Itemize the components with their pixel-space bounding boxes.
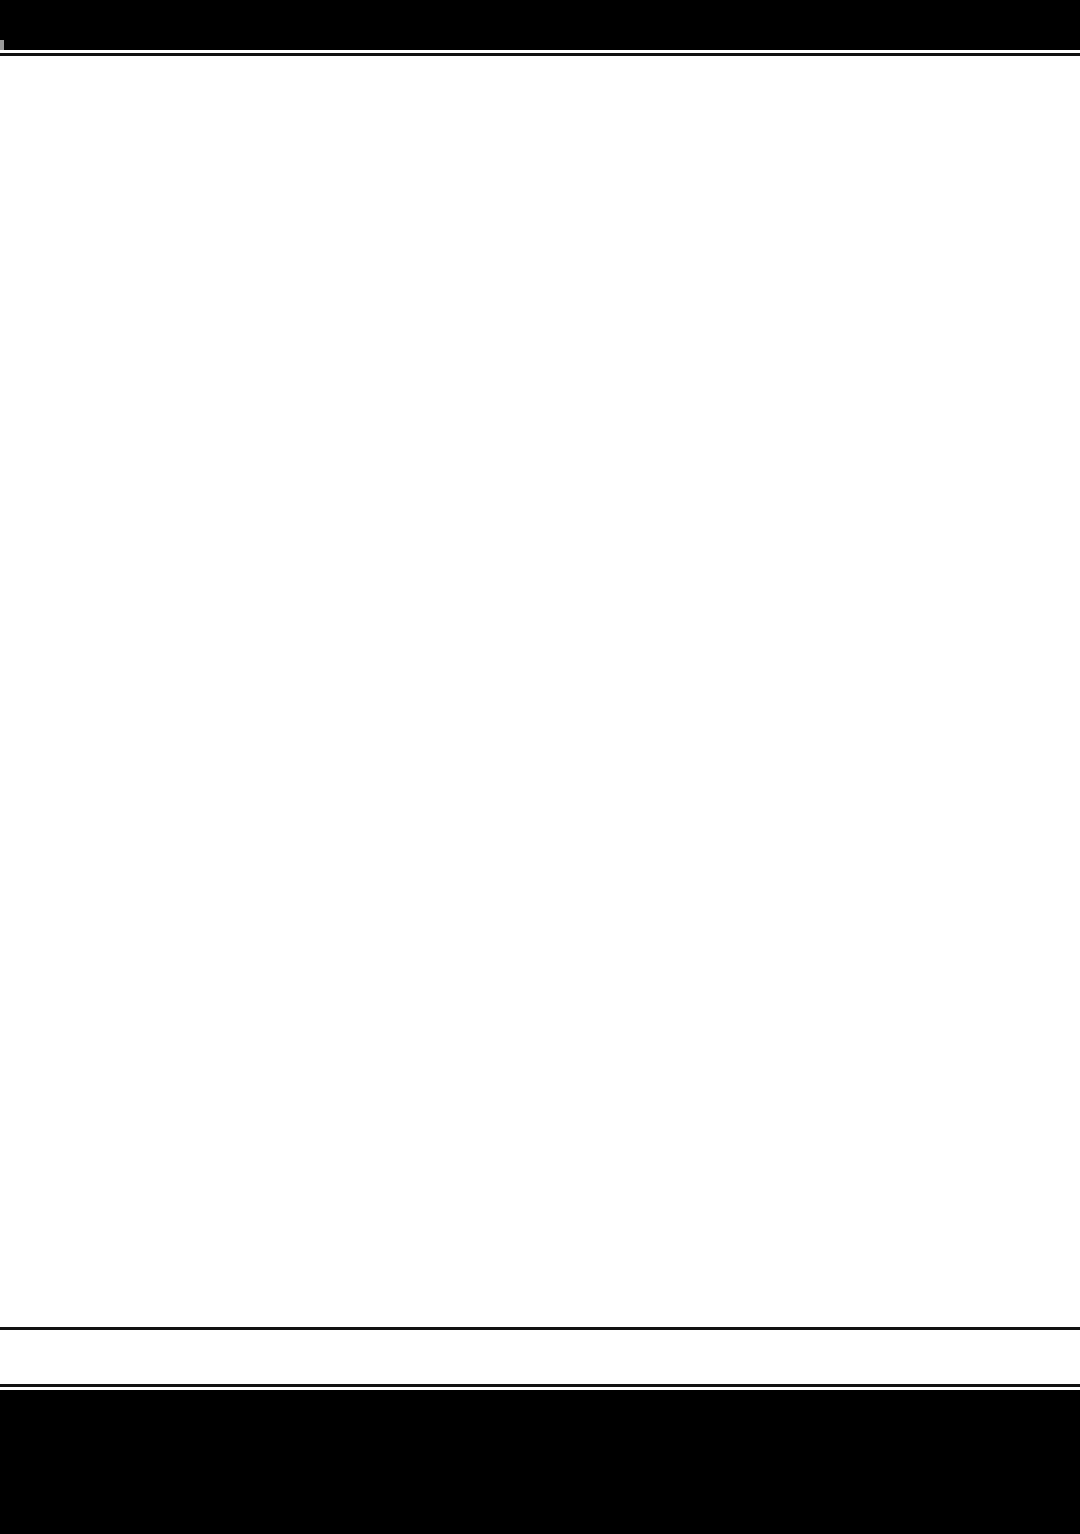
bottom-rule-lower [0, 1384, 1080, 1387]
bottom-black-border [0, 1390, 1080, 1534]
top-black-border [0, 0, 1080, 50]
page-sheet [0, 50, 1080, 1390]
bottom-lace-ornament [0, 1330, 1080, 1382]
top-lace-ornament [0, 56, 1080, 110]
afterword-body [127, 300, 847, 327]
